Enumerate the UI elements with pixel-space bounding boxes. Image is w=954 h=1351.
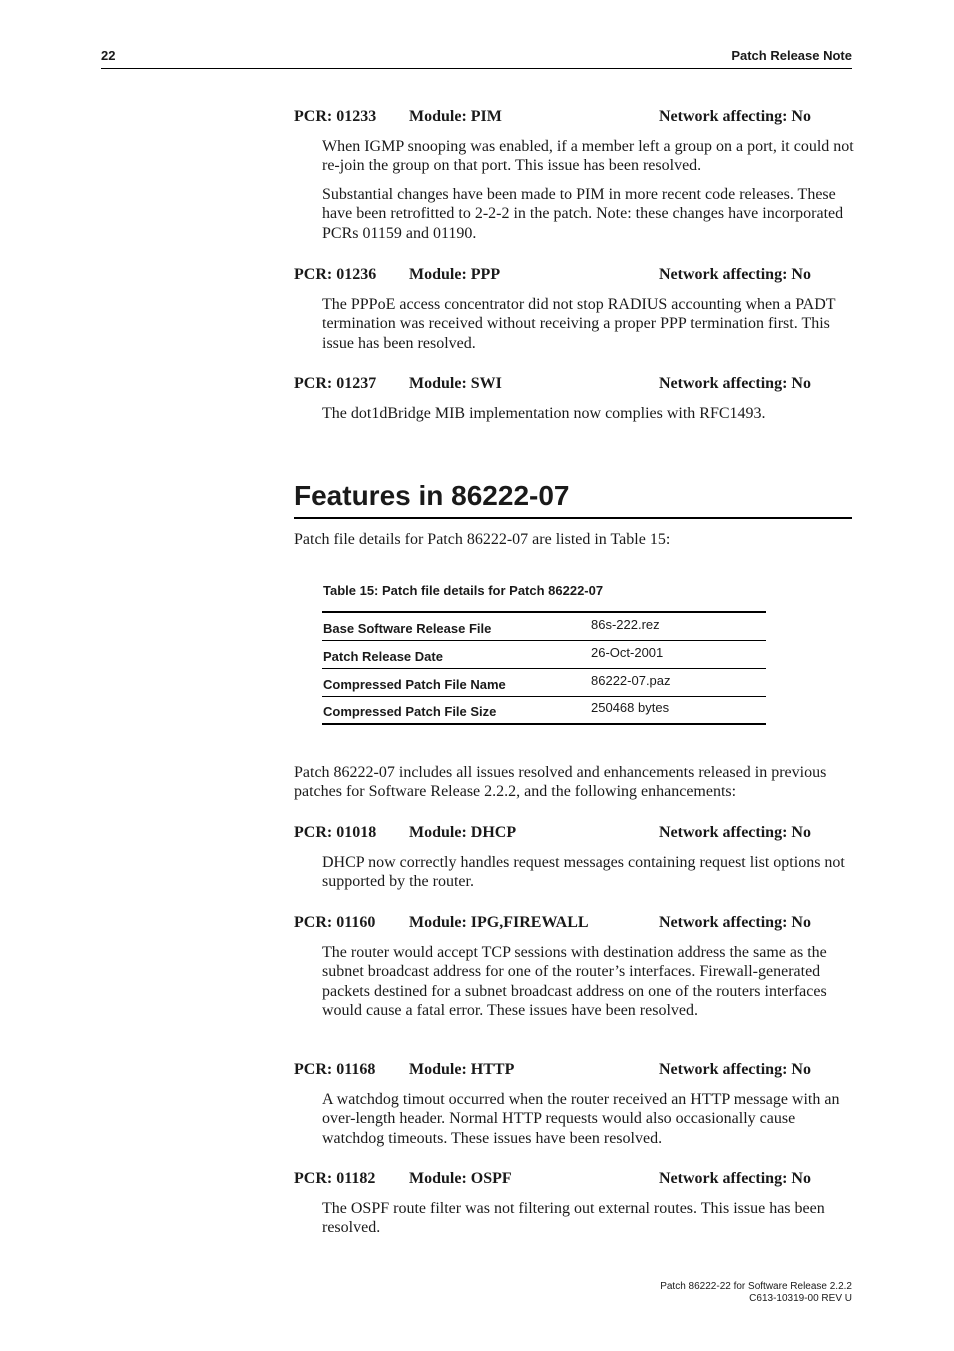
- pcr-description: When IGMP snooping was enabled, if a member left a group on a port, it could not re-join the group on that port. This issue has been resolved.: [322, 138, 854, 175]
- pcr-network-affecting: Network affecting: No: [659, 914, 811, 931]
- table-label: Compressed Patch File Size: [322, 696, 591, 724]
- table-row: [322, 640, 766, 668]
- section-summary: Patch 86222-07 includes all issues resolved and enhancements released in previous patches for Software Release 2.2.2, and the following enhancements:: [294, 764, 827, 801]
- pcr-heading: [294, 824, 854, 846]
- pcr-module: Module: DHCP: [409, 824, 517, 841]
- section-heading: Features in 86222-07: [294, 478, 852, 519]
- pcr-module: Module: PIM: [409, 108, 502, 125]
- section-intro: Patch file details for Patch 86222-07 are listed in Table 15:: [294, 531, 671, 548]
- pcr-id: PCR: 01236: [294, 266, 377, 283]
- pcr-description: The OSPF route filter was not filtering out external routes. This issue has been resolved.: [322, 1200, 825, 1237]
- pcr-description: DHCP now correctly handles request messages containing request list options not supported by the router.: [322, 854, 845, 891]
- page-number: 22: [101, 48, 116, 63]
- table-label: Compressed Patch File Name: [322, 668, 591, 696]
- pcr-module: Module: IPG,FIREWALL: [409, 914, 589, 931]
- pcr-module: Module: HTTP: [409, 1061, 515, 1078]
- pcr-id: PCR: 01018: [294, 824, 377, 841]
- table-value: 86222-07.paz: [591, 668, 766, 696]
- pcr-heading: [294, 914, 854, 936]
- table-caption: Table 15: Patch file details for Patch 86222-07: [323, 583, 604, 598]
- pcr-network-affecting: Network affecting: No: [659, 266, 811, 283]
- pcr-module: Module: PPP: [409, 266, 501, 283]
- table-row: [322, 696, 766, 724]
- pcr-id: PCR: 01182: [294, 1170, 376, 1187]
- page-header: [101, 47, 852, 69]
- pcr-heading: [294, 1170, 854, 1192]
- table-label: Base Software Release File: [322, 612, 591, 640]
- pcr-network-affecting: Network affecting: No: [659, 1170, 811, 1187]
- pcr-module: Module: SWI: [409, 375, 502, 392]
- patch-details-table: [322, 611, 766, 725]
- pcr-network-affecting: Network affecting: No: [659, 108, 811, 125]
- pcr-network-affecting: Network affecting: No: [659, 375, 811, 392]
- pcr-id: PCR: 01237: [294, 375, 377, 392]
- table-row: [322, 668, 766, 696]
- pcr-id: PCR: 01160: [294, 914, 376, 931]
- pcr-network-affecting: Network affecting: No: [659, 1061, 811, 1078]
- pcr-network-affecting: Network affecting: No: [659, 824, 811, 841]
- pcr-id: PCR: 01233: [294, 108, 377, 125]
- pcr-description: A watchdog timout occurred when the router received an HTTP message with an over-length header. Normal HTTP requests would also occasionally cause watchdog timeouts. These issues have been resolved.: [322, 1091, 840, 1147]
- pcr-description: The PPPoE access concentrator did not stop RADIUS accounting when a PADT termination was received without receiving a proper PPP termination first. This issue has been resolved.: [322, 296, 836, 352]
- footer-line: Patch 86222-22 for Software Release 2.2.2: [660, 1281, 852, 1292]
- table-value: 250468 bytes: [591, 696, 766, 724]
- pcr-heading: [294, 266, 854, 288]
- table-label: Patch Release Date: [322, 640, 591, 668]
- pcr-description: The router would accept TCP sessions with destination address the same as the subnet broadcast address for one of the router’s interfaces. Firewall-generated packets destined for a subnet broadcast address on one of the routers interfaces would cause a fatal error. These issues have been resolved.: [322, 944, 827, 1020]
- footer-line: C613-10319-00 REV U: [749, 1293, 852, 1304]
- page-footer: [660, 1281, 852, 1305]
- table-row: [322, 612, 766, 640]
- pcr-heading: [294, 1061, 854, 1083]
- pcr-description: Substantial changes have been made to PIM in more recent code releases. These have been retrofitted to 2-2-2 in the patch. Note: these changes have incorporated PCRs 01159 and 01190.: [322, 186, 844, 242]
- pcr-module: Module: OSPF: [409, 1170, 512, 1187]
- header-title: Patch Release Note: [731, 48, 852, 63]
- table-value: 86s-222.rez: [591, 612, 766, 640]
- pcr-id: PCR: 01168: [294, 1061, 376, 1078]
- pcr-heading: [294, 375, 854, 397]
- table-value: 26-Oct-2001: [591, 640, 766, 668]
- pcr-description: The dot1dBridge MIB implementation now complies with RFC1493.: [322, 405, 766, 422]
- pcr-heading: [294, 108, 854, 130]
